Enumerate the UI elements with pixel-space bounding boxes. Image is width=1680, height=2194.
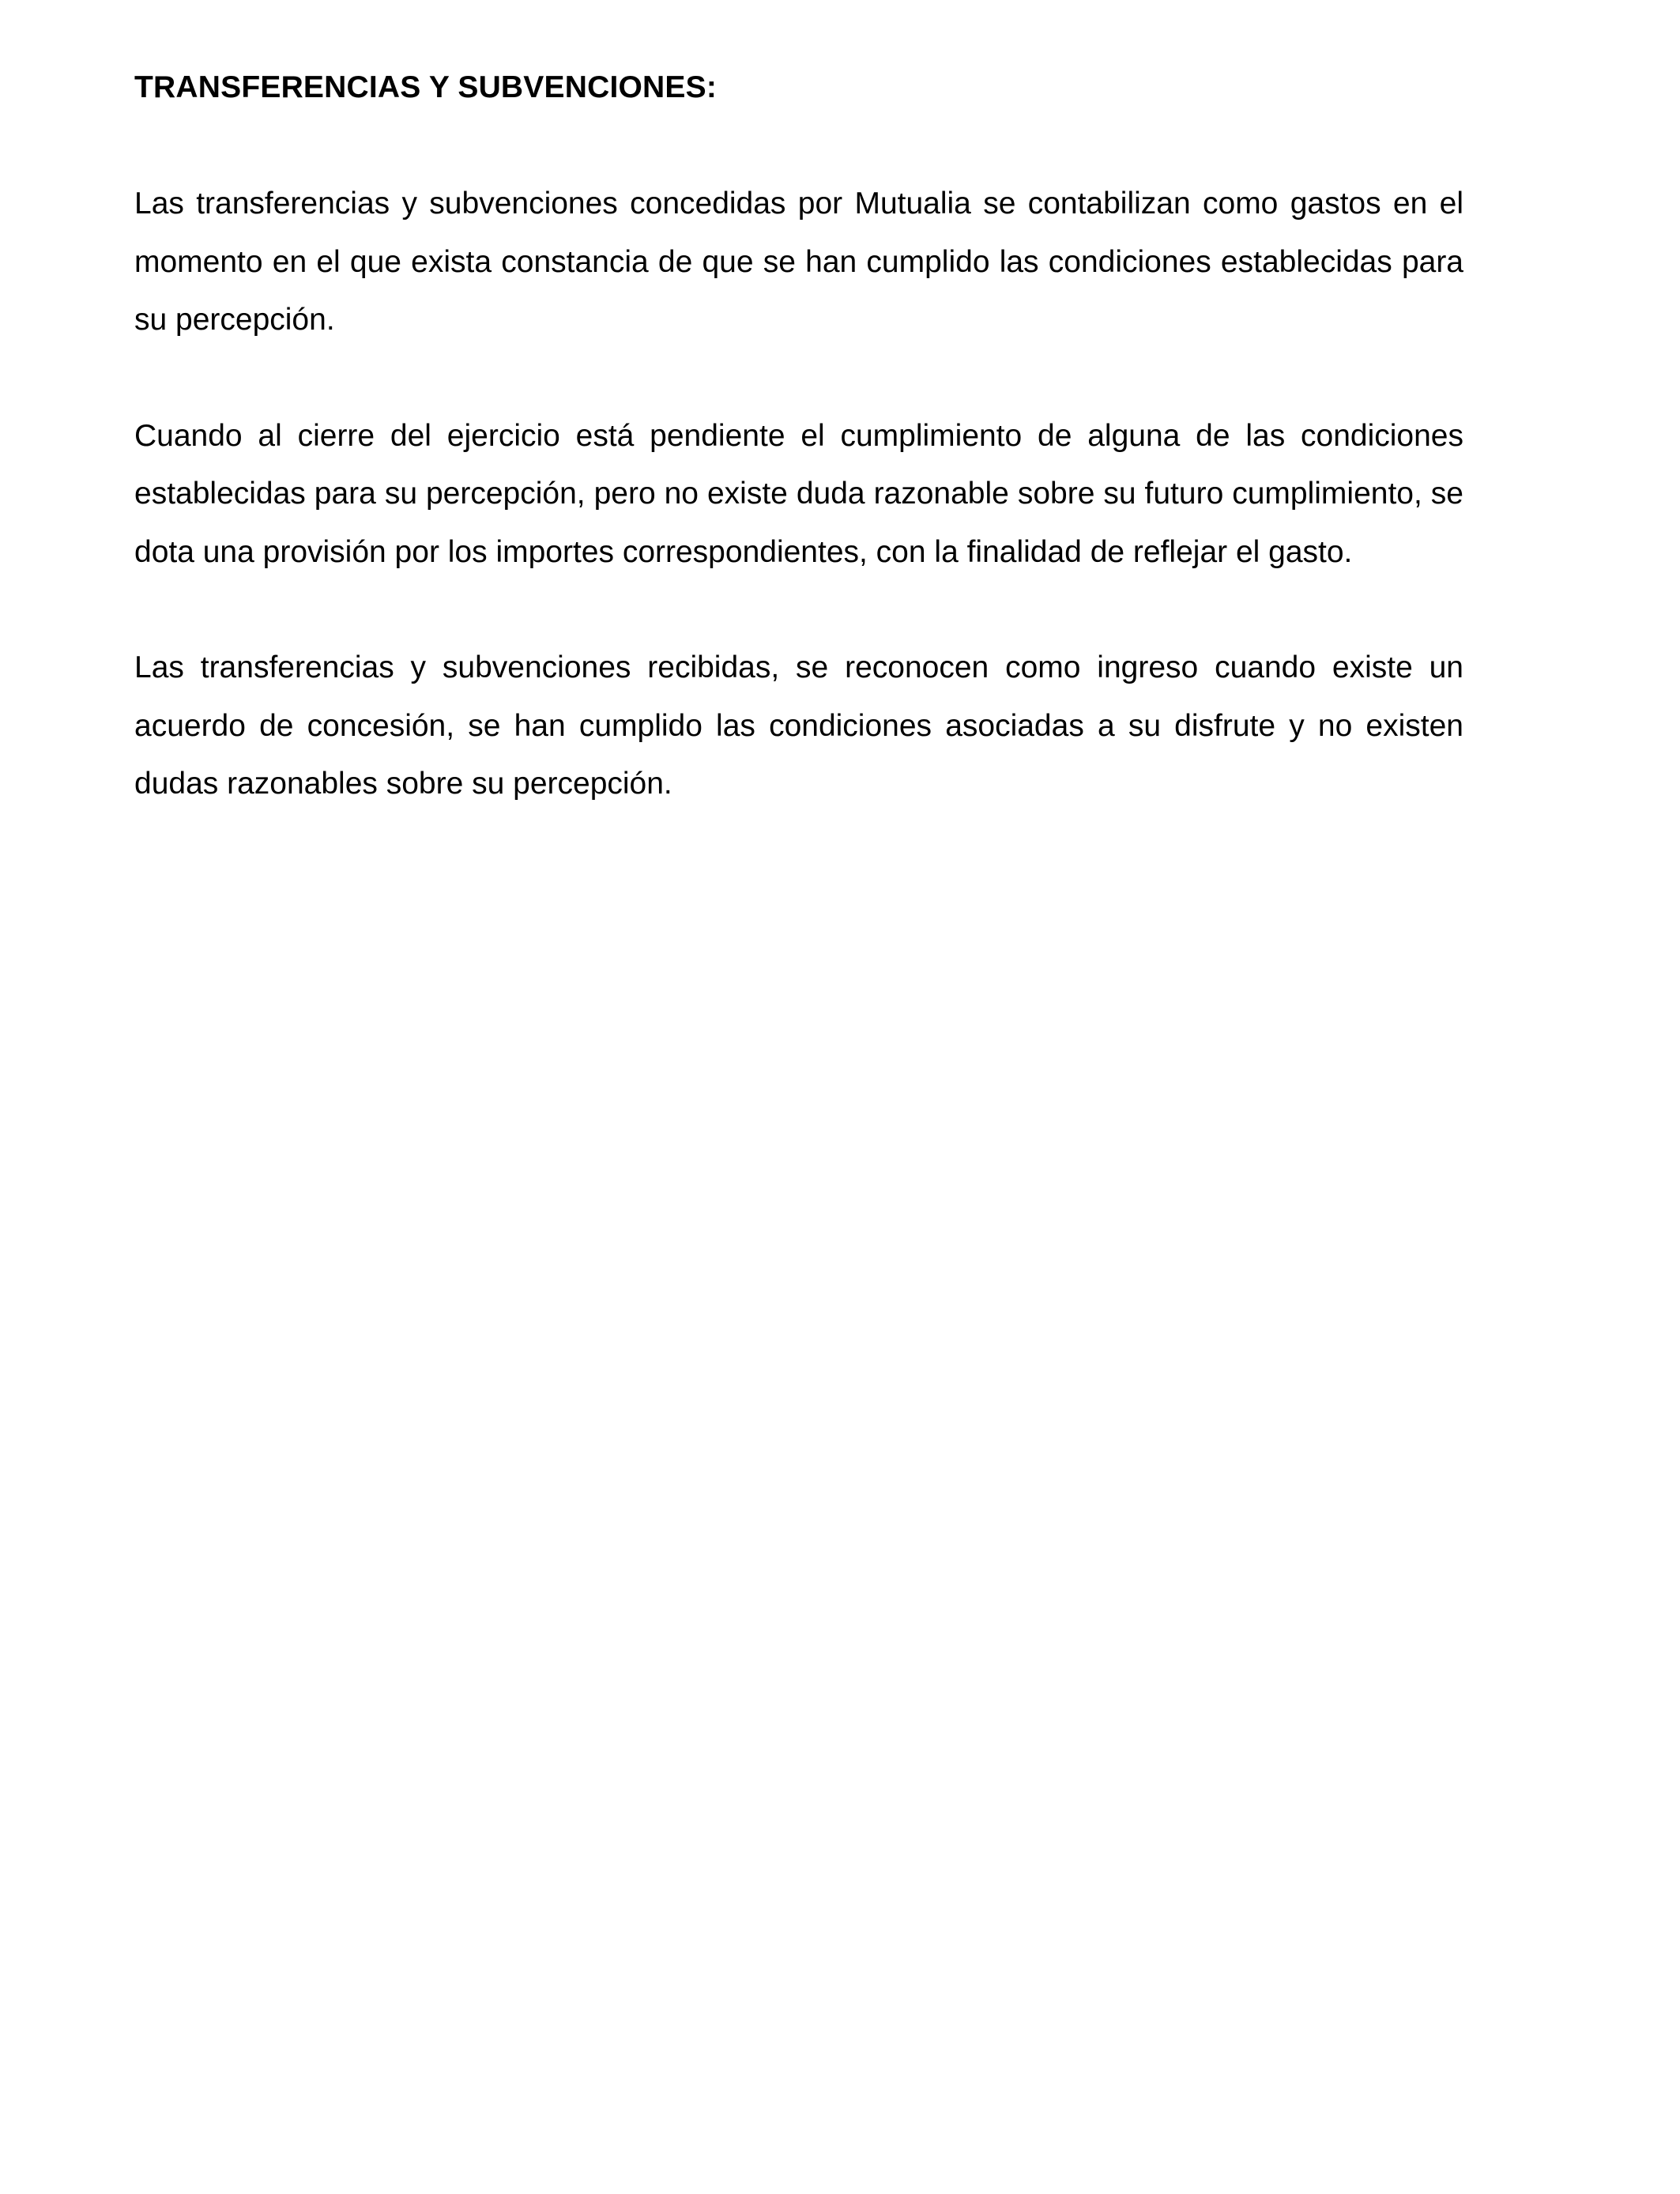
document-body [134,67,1463,813]
paragraph-pendiente: Cuando al cierre del ejercicio está pendiente el cumplimiento de alguna de las condiciones establecidas para su percepción, pero no existe duda razonable sobre su futuro cumplimiento, se dota una provisión por los importes correspondientes, con la finalidad de reflejar el gasto. [134,418,1463,569]
section-heading: TRANSFERENCIAS Y SUBVENCIONES: [134,70,718,104]
paragraph-concedidas: Las transferencias y subvenciones concedidas por Mutualia se contabilizan como gastos en el momento en el que exista constancia de que se han cumplido las condiciones establecidas para su percepción. [134,187,1463,337]
paragraph-recibidas: Las transferencias y subvenciones recibidas, se reconocen como ingreso cuando existe un acuerdo de concesión, se han cumplido las condiciones asociadas a su disfrute y no existen dudas razonables sobre su percepción. [134,650,1463,801]
